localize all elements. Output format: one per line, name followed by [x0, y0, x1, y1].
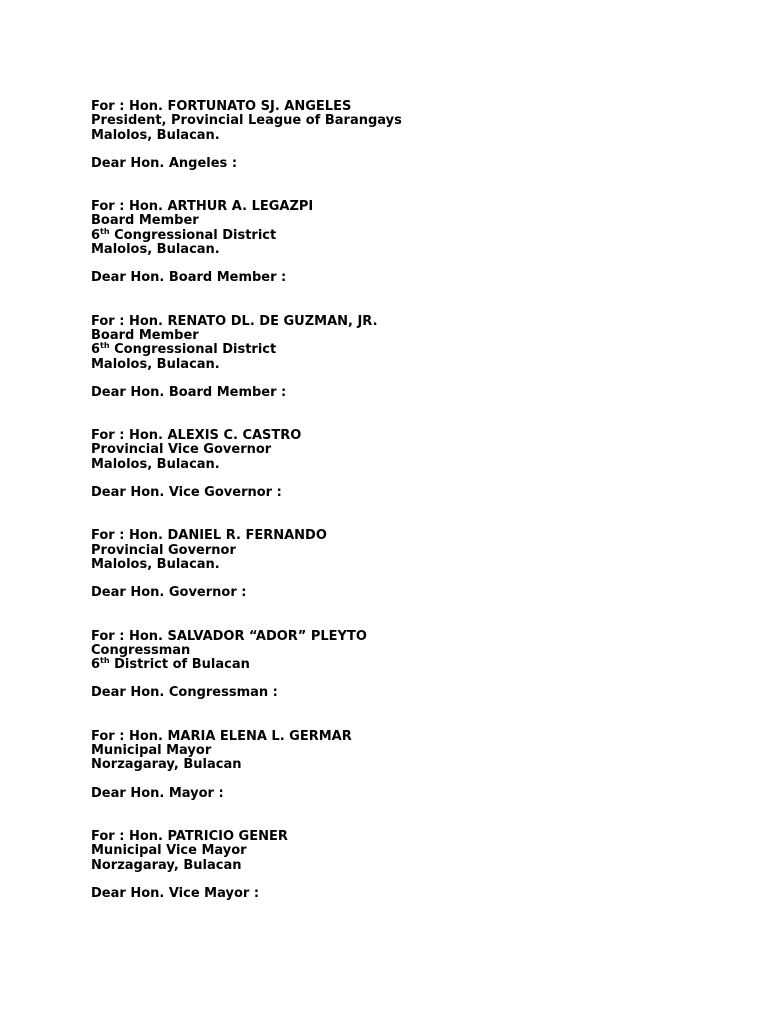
- salutation-line: Dear Hon. Board Member :: [91, 384, 287, 400]
- addressee-line: For : Hon. FORTUNATO SJ. ANGELES: [91, 99, 352, 114]
- address-block-castro: [91, 429, 731, 500]
- addressee-line: For : Hon. ARTHUR A. LEGAZPI: [91, 199, 314, 215]
- ordinal-number: 6: [91, 342, 101, 358]
- salutation-line: Dear Hon. Congressman :: [91, 685, 278, 701]
- title-line: Municipal Mayor: [91, 743, 212, 759]
- title-line: Board Member: [91, 213, 199, 229]
- salutation-line: Dear Hon. Vice Governor :: [91, 485, 282, 501]
- address-block-fernando: [91, 529, 731, 600]
- salutation-line: Dear Hon. Vice Mayor :: [91, 885, 260, 901]
- location-line: Malolos, Bulacan.: [91, 456, 220, 472]
- address-block-de-guzman: [91, 315, 731, 400]
- location-line: Malolos, Bulacan.: [91, 127, 220, 143]
- title-line: Board Member: [91, 327, 199, 343]
- district-line: [91, 658, 731, 672]
- location-line: Norzagaray, Bulacan: [91, 857, 242, 873]
- ordinal-suffix: th: [100, 226, 110, 236]
- title-line: Provincial Vice Governor: [91, 442, 272, 458]
- title-line: President, Provincial League of Barangays: [91, 113, 402, 129]
- address-block-legazpi: [91, 200, 731, 285]
- ordinal-suffix: th: [100, 341, 110, 351]
- addressee-line: For : Hon. RENATO DL. DE GUZMAN, JR.: [91, 313, 378, 329]
- district-text: Congressional District: [109, 227, 277, 243]
- address-block-gener: [91, 830, 731, 901]
- addressee-line: For : Hon. ALEXIS C. CASTRO: [91, 428, 302, 444]
- ordinal-number: 6: [91, 227, 101, 243]
- addressee-line: For : Hon. MARIA ELENA L. GERMAR: [91, 728, 352, 744]
- salutation-line: Dear Hon. Mayor :: [91, 785, 224, 801]
- addressee-line: For : Hon. SALVADOR “ADOR” PLEYTO: [91, 628, 367, 644]
- address-block-pleyto: [91, 630, 731, 701]
- district-line: [91, 226, 731, 243]
- addressee-line: For : Hon. PATRICIO GENER: [91, 828, 288, 844]
- location-line: Norzagaray, Bulacan: [91, 757, 242, 773]
- addressee-line: For : Hon. DANIEL R. FERNANDO: [91, 528, 327, 544]
- salutation-line: Dear Hon. Governor :: [91, 585, 247, 601]
- location-line: Malolos, Bulacan.: [91, 556, 220, 572]
- address-block-angeles: [91, 100, 731, 171]
- document-page: [91, 100, 731, 901]
- location-line: Malolos, Bulacan.: [91, 242, 220, 258]
- title-line: Provincial Governor: [91, 542, 236, 558]
- location-line: Malolos, Bulacan.: [91, 356, 220, 372]
- ordinal-number: 6: [91, 657, 101, 673]
- title-line: Municipal Vice Mayor: [91, 843, 247, 859]
- ordinal-suffix: th: [100, 656, 110, 666]
- address-block-germar: [91, 730, 731, 801]
- district-line: [91, 343, 731, 357]
- salutation-line: Dear Hon. Board Member :: [91, 270, 287, 286]
- district-text: District of Bulacan: [109, 657, 250, 673]
- salutation-line: Dear Hon. Angeles :: [91, 155, 238, 171]
- district-text: Congressional District: [109, 342, 277, 358]
- title-line: Congressman: [91, 642, 191, 658]
